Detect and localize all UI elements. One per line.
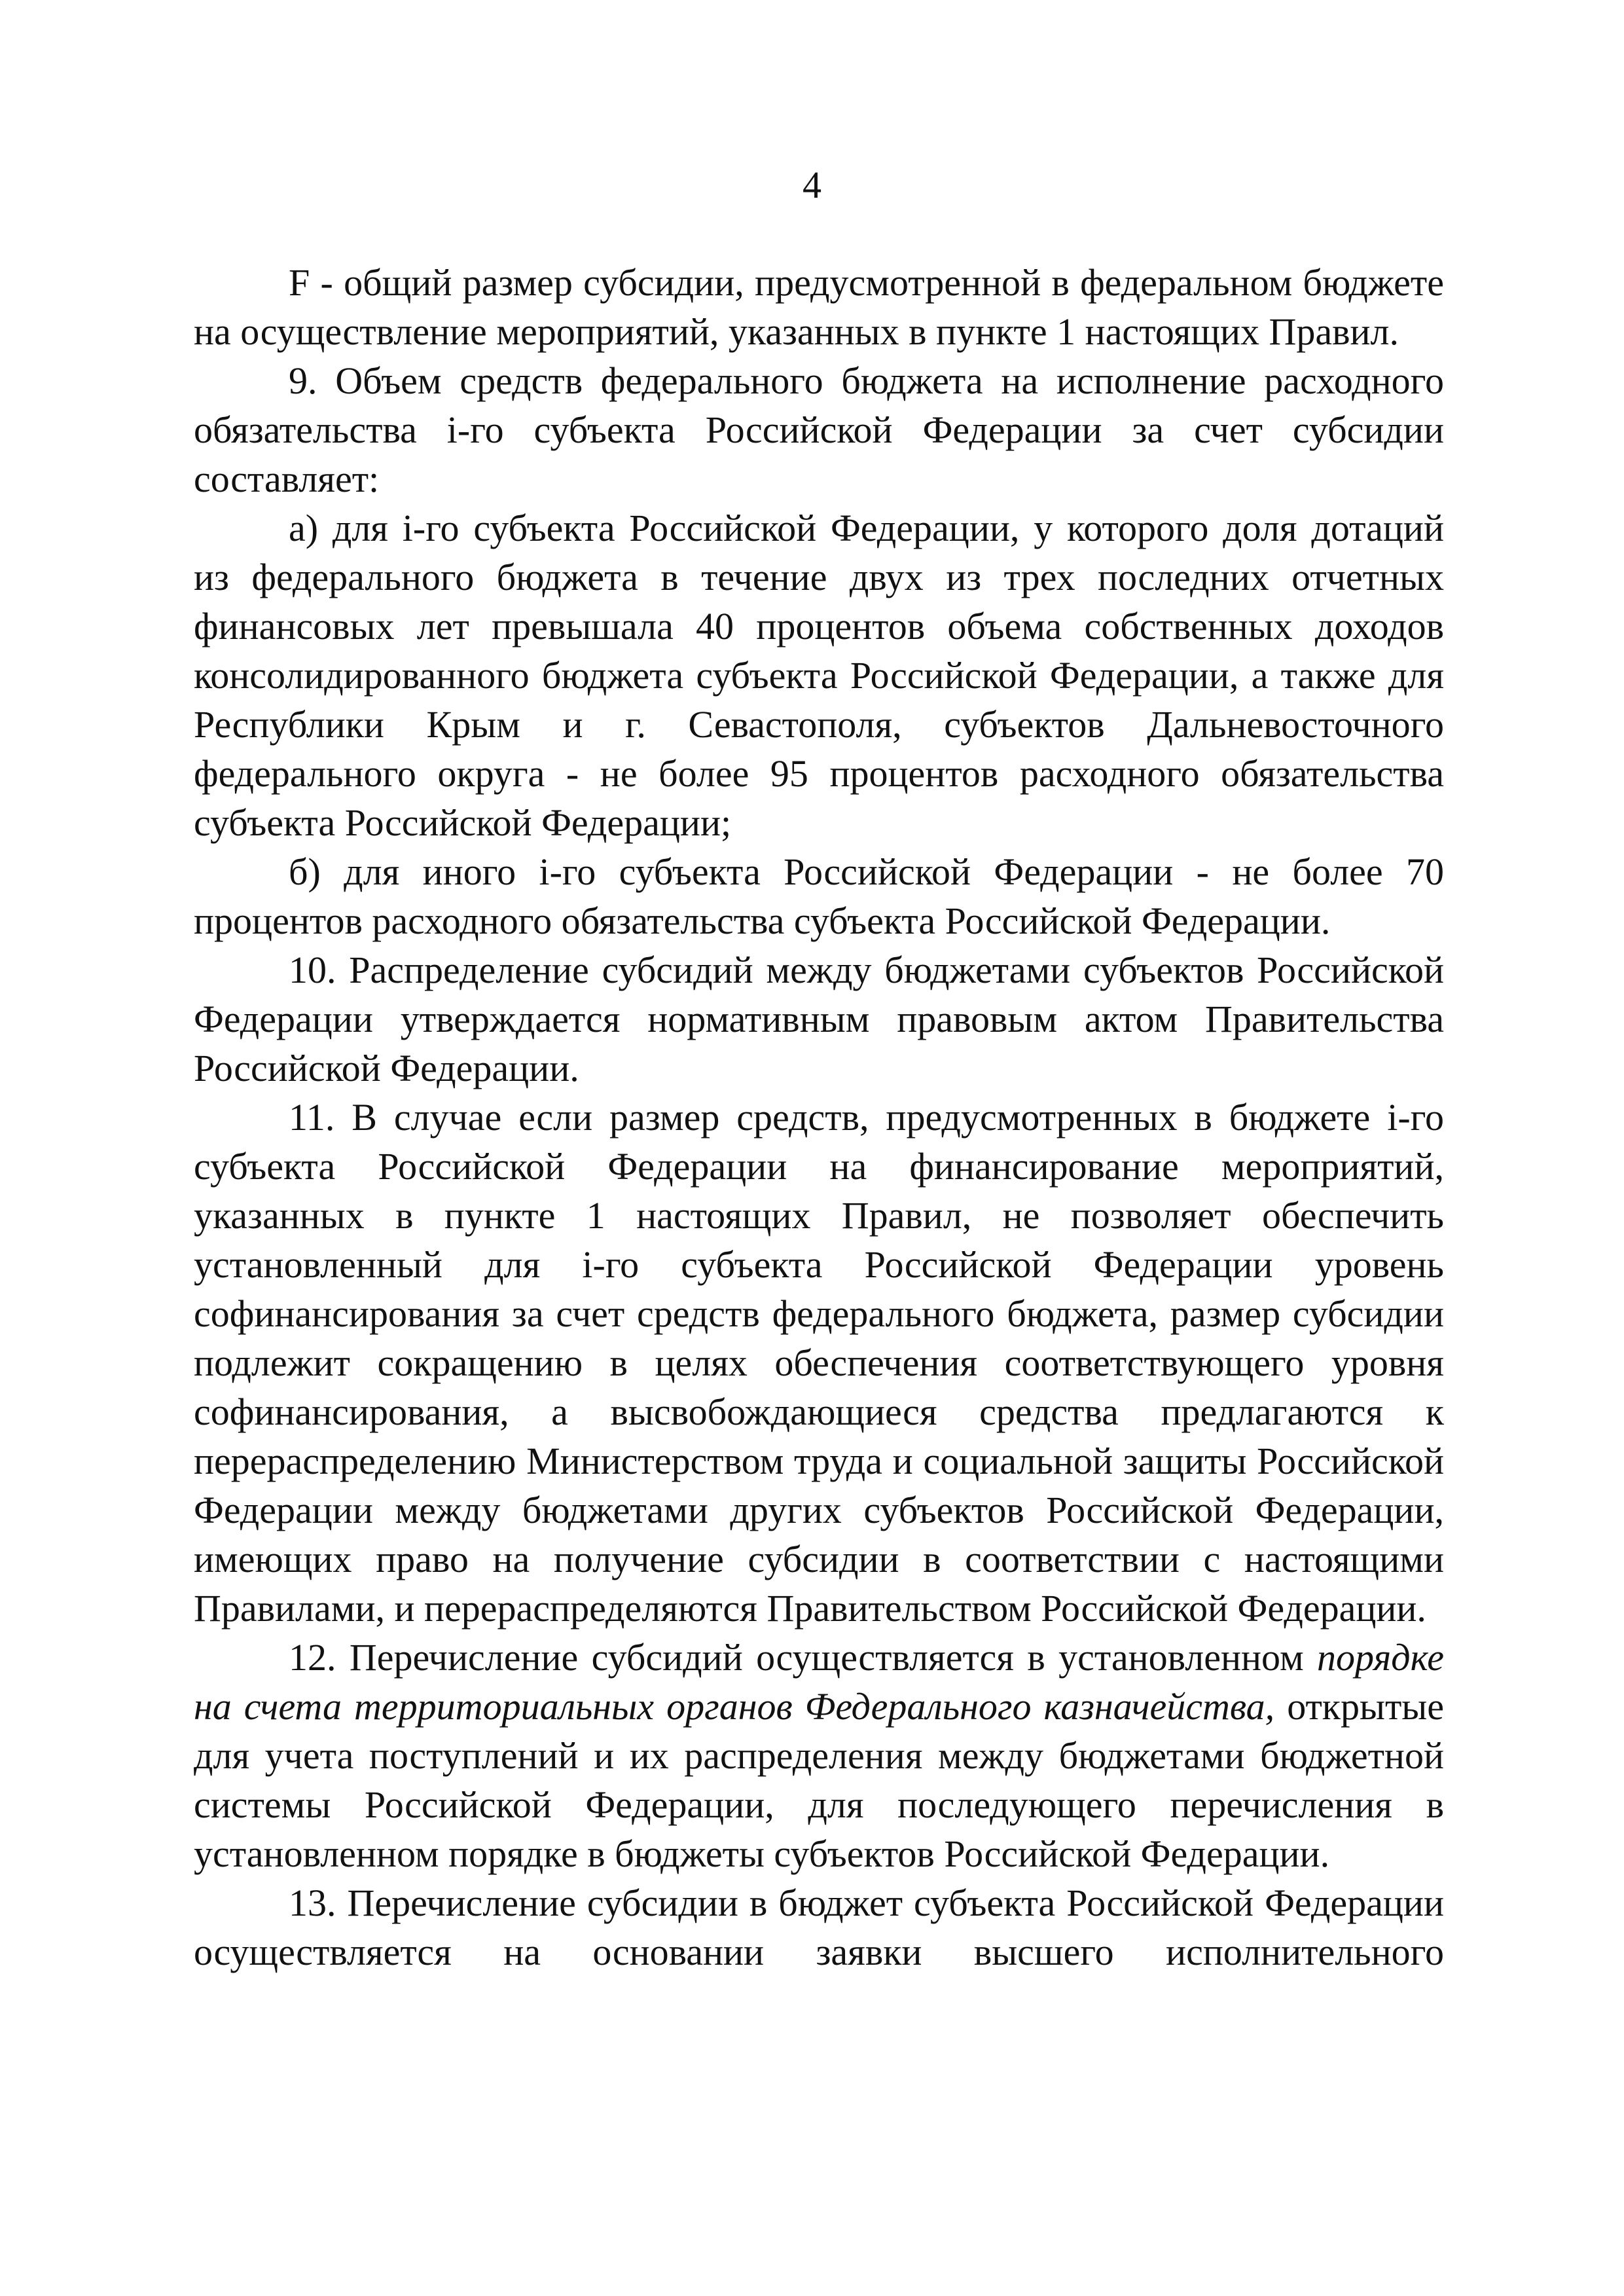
paragraph-f-definition: F - общий размер субсидии, предусмотренной в федеральном бюджете на осуществление мероприятий, указанных в пункте 1 настоящих Правил. [194,261,1444,353]
paragraph-11: 11. В случае если размер средств, предусмотренных в бюджете i-го субъекта Российской Федерации на финансирование мероприятий, указанных в пункте 1 настоящих Правил, не позволяет обеспечить установленный для i-го субъекта Российской Федерации уровень софинансирования за счет средств федерального бюджета, размер субсидии подлежит сокращению в целях обеспечения соответствующего уровня софинансирования, а высвобождающиеся средства предлагаются к перераспределению Министерством труда и социальной защиты Российской Федерации между бюджетами других субъектов Российской Федерации, имеющих право на получение субсидии в соответствии с настоящими Правилами, и перераспределяются Правительством Российской Федерации. [194,1096,1444,1630]
page-number: 4 [803,164,821,206]
document-body [194,258,1444,1977]
paragraph-9a: а) для i-го субъекта Российской Федерации, у которого доля дотаций из федерального бюджета в течение двух из трех последних отчетных финансовых лет превышала 40 процентов объема собственных доходов консолидированного бюджета субъекта Российской Федерации, а также для Республики Крым и г. Севастополя, субъектов Дальневосточного федерального округа - не более 95 процентов расходного обязательства субъекта Российской Федерации; [194,507,1444,844]
paragraph-13: 13. Перечисление субсидии в бюджет субъекта Российской Федерации осуществляется на основании заявки высшего исполнительного [194,1882,1444,1973]
paragraph-10: 10. Распределение субсидий между бюджетами субъектов Российской Федерации утверждается нормативным правовым актом Правительства Российской Федерации. [194,949,1444,1089]
paragraph-9b: б) для иного i-го субъекта Российской Федерации - не более 70 процентов расходного обязательства субъекта Российской Федерации. [194,850,1444,942]
paragraph-12-start: 12. Перечисление субсидий осуществляется в установленном [289,1636,1318,1679]
paragraph-12-end: открытые для учета поступлений и их распределения между бюджетами бюджетной системы Российской Федерации, для последующего перечисления в установленном порядке в бюджеты субъектов Российской Федерации. [194,1685,1445,1875]
paragraph-9: 9. Объем средств федерального бюджета на исполнение расходного обязательства i-го субъекта Российской Федерации за счет субсидии составляет: [194,359,1444,500]
paragraph-12-italic: порядке на счета территориальных органов Федерального казначейства, [194,1636,1444,1728]
paragraph-12 [194,1633,1444,1878]
